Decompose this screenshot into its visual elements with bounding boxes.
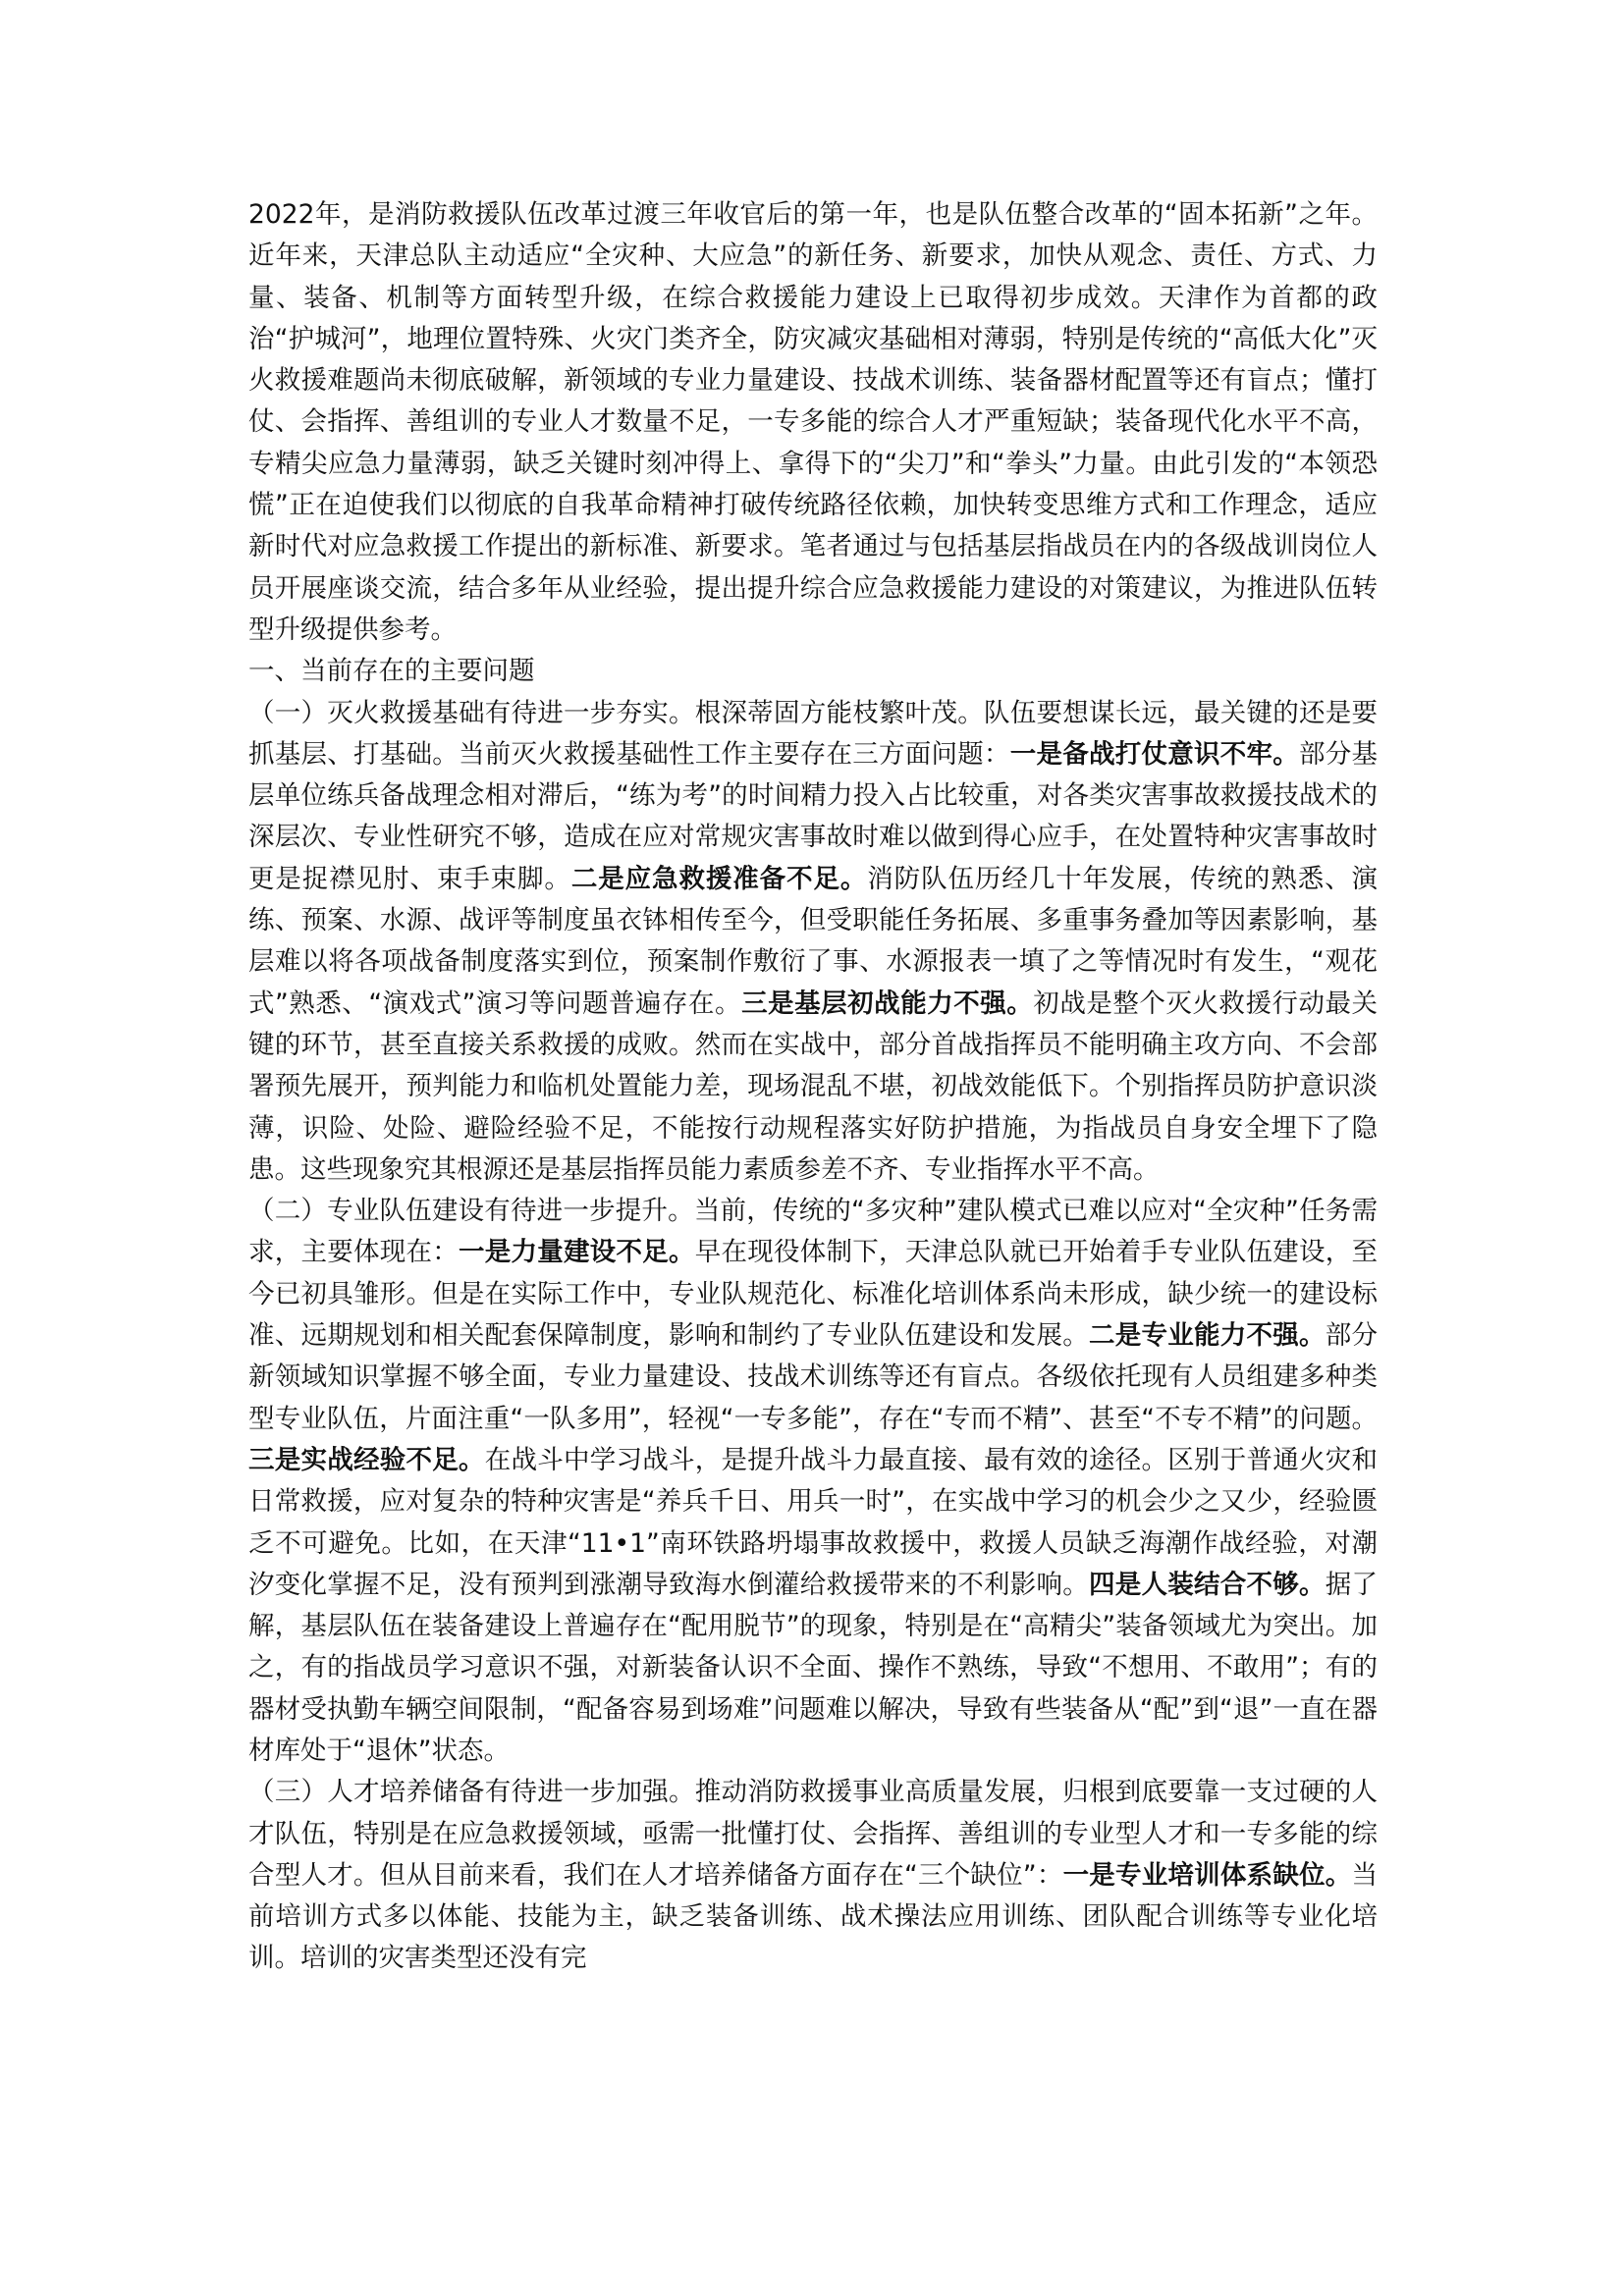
subsection-2-point-4: 四是人装结合不够。 (1089, 1569, 1326, 1600)
subsection-3-point-1: 一是专业培训体系缺位。 (1062, 1859, 1352, 1891)
subsection-3-text-1: 当前培训方式多以体能、技能为主，缺乏装备训练、战术操法应用训练、团队配合训练等专业化培训。培训的灾害类型还没有完 (248, 1859, 1379, 1974)
subsection-1-point-2: 二是应急救援准备不足。 (570, 863, 868, 894)
subsection-1-lead: （一）灭火救援基础有待进一步夯实。根深蒂固方能枝繁叶茂。队伍要想谋长远，最关键的还是要抓基层、打基础。当前灭火救援基础性工作主要存在三方面问题： (248, 697, 1378, 770)
subsection-3-lead: （三）人才培养储备有待进一步加强。推动消防救援事业高质量发展，归根到底要靠一支过硬的人才队伍，特别是在应急救援领域，亟需一批懂打仗、会指挥、善组训的专业型人才和一专多能的综合型人才。但从目前来看，我们在人才培养储备方面存在“三个缺位”： (248, 1777, 1378, 1891)
subsection-2-text-2: 部分新领域知识掌握不够全面，专业力量建设、技战术训练等还有盲点。各级依托现有人员组建多种类型专业队伍，片面注重“一队多用”，轻视“一专多能”，存在“专而不精”、甚至“不专不精”的问题。 (248, 1320, 1378, 1434)
subsection-2-point-1: 一是力量建设不足。 (459, 1237, 695, 1268)
subsection-1-point-1: 一是备战打仗意识不牢。 (1009, 738, 1299, 770)
subsection-1-paragraph (248, 693, 1378, 1192)
document-page (248, 194, 1378, 1980)
subsection-2-lead: （二）专业队伍建设有待进一步提升。当前，传统的“多灾种”建队模式已难以应对“全灾种”任务需求，主要体现在： (248, 1196, 1378, 1268)
intro-paragraph: 2022年，是消防救援队伍改革过渡三年收官后的第一年，也是队伍整合改革的“固本拓新”之年。近年来，天津总队主动适应“全灾种、大应急”的新任务、新要求，加快从观念、责任、方式、力量、装备、机制等方面转型升级，在综合救援能力建设上已取得初步成效。天津作为首都的政治“护城河”，地理位置特殊、火灾门类齐全，防灾减灾基础相对薄弱，特别是传统的“高低大化”灭火救援难题尚未彻底破解，新领域的专业力量建设、技战术训练、装备器材配置等还有盲点；懂打仗、会指挥、善组训的专业人才数量不足，一专多能的综合人才严重短缺；装备现代化水平不高，专精尖应急力量薄弱，缺乏关键时刻冲得上、拿得下的“尖刀”和“拳头”力量。由此引发的“本领恐慌”正在迫使我们以彻底的自我革命精神打破传统路径依赖，加快转变思维方式和工作理念，适应新时代对应急救援工作提出的新标准、新要求。笔者通过与包括基层指战员在内的各级战训岗位人员开展座谈交流，结合多年从业经验，提出提升综合应急救援能力建设的对策建议，为推进队伍转型升级提供参考。 (248, 199, 1378, 645)
subsection-2-text-1: 早在现役体制下，天津总队就已开始着手专业队伍建设，至今已初具雏形。但是在实际工作中，专业队规范化、标准化培训体系尚未形成，缺少统一的建设标准、远期规划和相关配套保障制度，影响和制约了专业队伍建设和发展。 (248, 1237, 1378, 1352)
subsection-2-text-4: 据了解，基层队伍在装备建设上普遍存在“配用脱节”的现象，特别是在“高精尖”装备领域尤为突出。加之，有的指战员学习意识不强，对新装备认识不全面、操作不熟练，导致“不想用、不敢用”；有的器材受执勤车辆空间限制，“配备容易到场难”问题难以解决，导致有些装备从“配”到“退”一直在器材库处于“退休”状态。 (248, 1569, 1378, 1766)
subsection-2-paragraph (248, 1191, 1378, 1772)
subsection-1-point-3: 三是基层初战能力不强。 (741, 988, 1034, 1019)
subsection-2-text-3: 在战斗中学习战斗，是提升战斗力最直接、最有效的途径。区别于普通火灾和日常救援，应对复杂的特种灾害是“养兵千日、用兵一时”，在实战中学习的机会少之又少，经验匮乏不可避免。比如，在天津“11•1”南环铁路坍塌事故救援中，救援人员缺乏海潮作战经验，对潮汐变化掌握不足，没有预判到涨潮导致海水倒灌给救援带来的不利影响。 (248, 1444, 1378, 1600)
subsection-2-point-2: 二是专业能力不强。 (1089, 1320, 1326, 1352)
section-heading-1: 一、当前存在的主要问题 (248, 656, 535, 687)
subsection-3-paragraph (248, 1772, 1378, 1979)
subsection-1-text-3: 初战是整个灭火救援行动最关键的环节，甚至直接关系救援的成败。然而在实战中，部分首战指挥员不能明确主攻方向、不会部署预先展开，预判能力和临机处置能力差，现场混乱不堪，初战效能低下。个别指挥员防护意识淡薄，识险、处险、避险经验不足，不能按行动规程落实好防护措施，为指战员自身安全埋下了隐患。这些现象究其根源还是基层指挥员能力素质参差不齐、专业指挥水平不高。 (248, 988, 1379, 1185)
subsection-1-text-2: 消防队伍历经几十年发展，传统的熟悉、演练、预案、水源、战评等制度虽衣钵相传至今，但受职能任务拓展、多重事务叠加等因素影响，基层难以将各项战备制度落实到位，预案制作敷衍了事、水源报表一填了之等情况时有发生，“观花式”熟悉、“演戏式”演习等问题普遍存在。 (248, 863, 1379, 1019)
subsection-1-text-1: 部分基层单位练兵备战理念相对滞后，“练为考”的时间精力投入占比较重，对各类灾害事故救援技战术的深层次、专业性研究不够，造成在应对常规灾害事故时难以做到得心应手，在处置特种灾害事故时更是捉襟见肘、束手束脚。 (248, 738, 1378, 894)
subsection-2-point-3: 三是实战经验不足。 (248, 1444, 485, 1475)
